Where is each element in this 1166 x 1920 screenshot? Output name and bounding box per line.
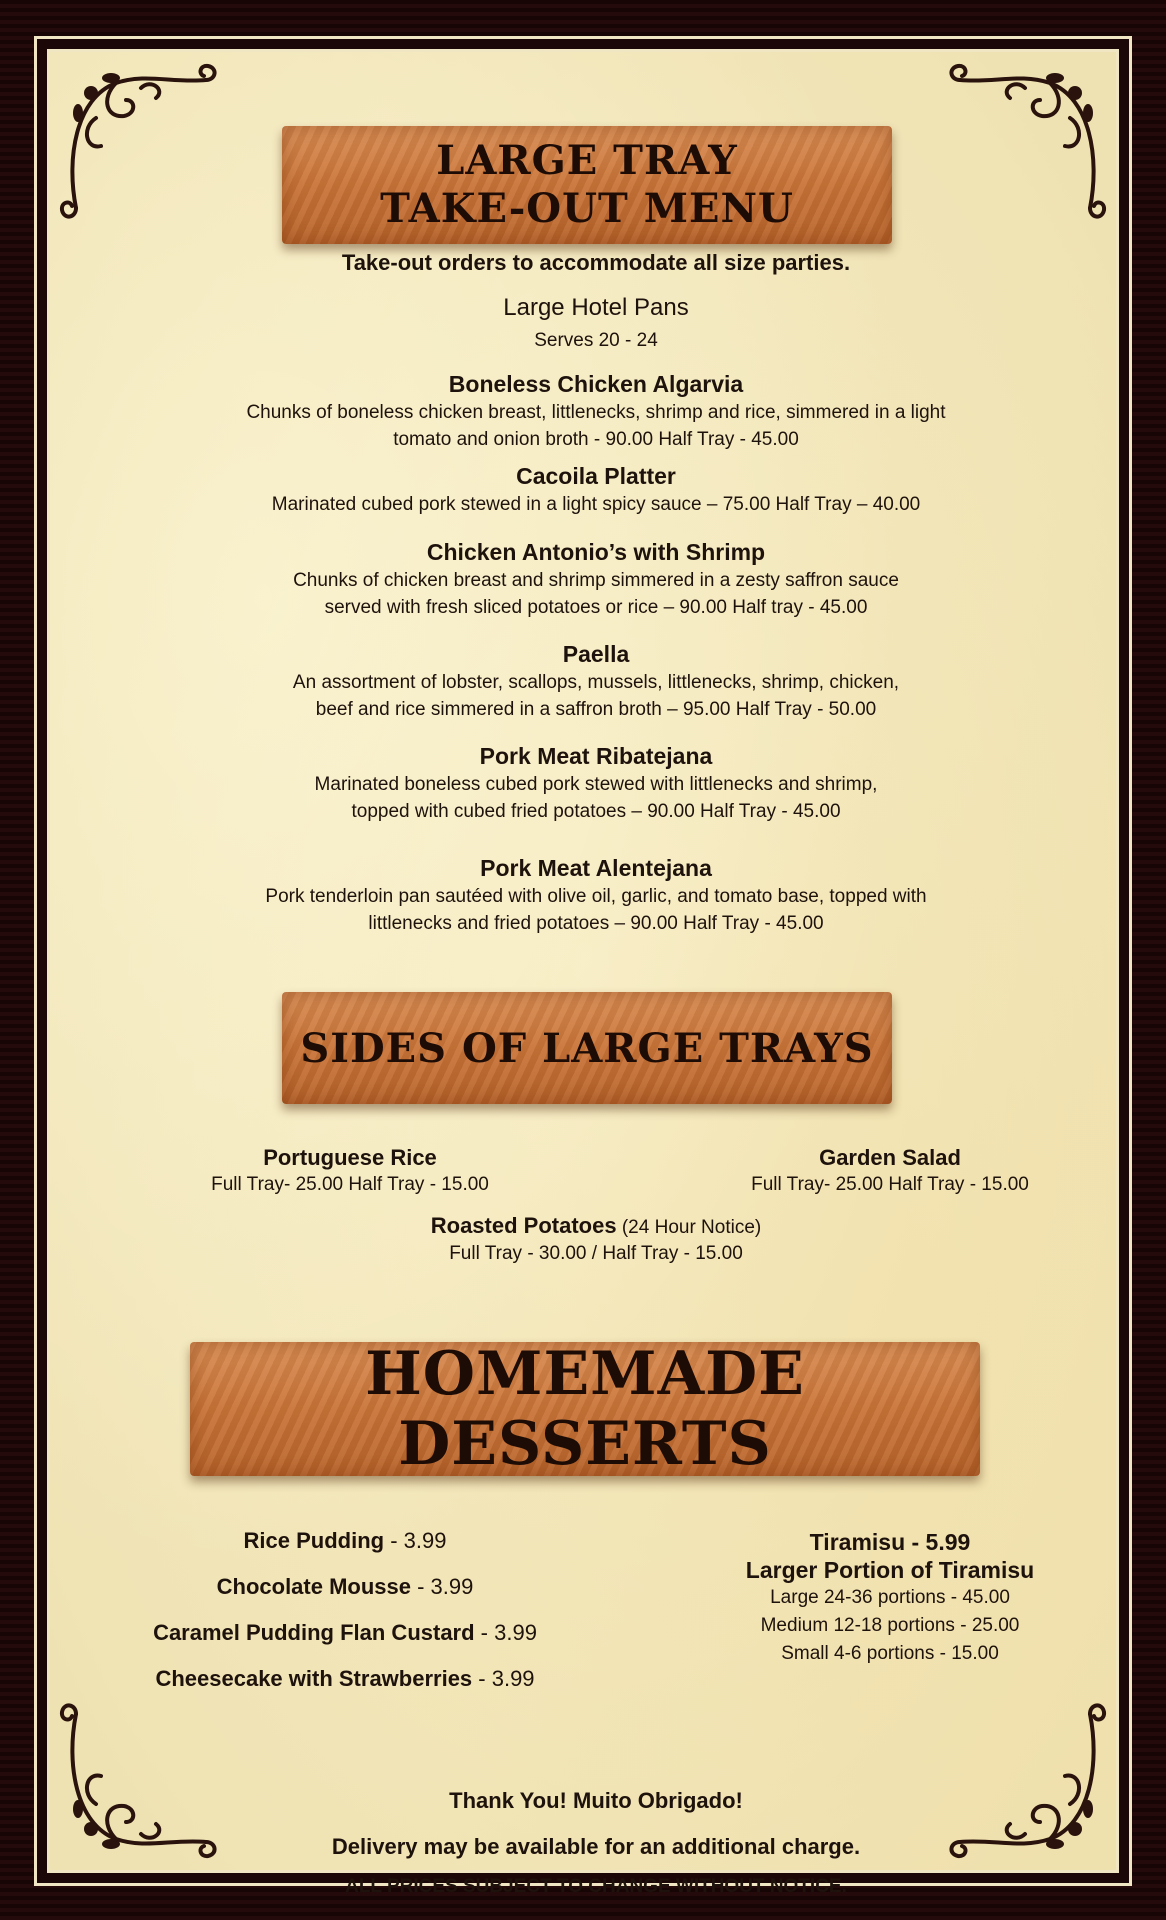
banner-title-line2: TAKE-OUT MENU (380, 185, 794, 232)
menu-item (50, 854, 1142, 937)
dessert-name: Cheesecake with Strawberries (155, 1666, 473, 1691)
menu-item (50, 462, 1142, 518)
menu-item-description: Chunks of boneless chicken breast, littlenecks, shrimp and rice, simmered in a light (246, 402, 946, 423)
sides-banner (282, 992, 892, 1104)
dessert-item (120, 1518, 570, 1564)
menu-item-description: tomato and onion broth - 90.00 Half Tray - 45.00 (393, 429, 799, 450)
side-name: Portuguese Rice (263, 1145, 437, 1170)
tiramisu-block (680, 1528, 1100, 1668)
desserts-left-list (120, 1518, 570, 1702)
menu-item-description: topped with cubed fried potatoes – 90.00 Half Tray - 45.00 (351, 801, 841, 822)
menu-item-name: Pork Meat Ribatejana (479, 743, 713, 769)
portion-small: Small 4-6 portions - 15.00 (781, 1643, 999, 1664)
side-price: Full Tray- 25.00 Half Tray - 15.00 (751, 1174, 1029, 1195)
portion-medium: Medium 12-18 portions - 25.00 (760, 1615, 1020, 1636)
dessert-price: - 3.99 (411, 1574, 474, 1599)
menu-item-description: Chunks of chicken breast and shrimp simmered in a zesty saffron sauce (293, 570, 899, 591)
desserts-banner (190, 1339, 980, 1479)
side-note: (24 Hour Notice) (616, 1217, 762, 1238)
tiramisu-price: Tiramisu - 5.99 (809, 1529, 971, 1555)
serves-count: Serves 20 - 24 (534, 330, 658, 351)
menu-item (50, 370, 1142, 453)
menu-item-description: Pork tenderloin pan sautéed with olive oil, garlic, and tomato base, topped with (265, 886, 927, 907)
dessert-price: - 3.99 (472, 1666, 535, 1691)
dessert-name: Caramel Pudding Flan Custard (153, 1620, 475, 1645)
dessert-item (120, 1564, 570, 1610)
dessert-price: - 3.99 (474, 1620, 537, 1645)
pans-title: Large Hotel Pans (503, 294, 689, 321)
menu-item-description: beef and rice simmered in a saffron broth – 95.00 Half Tray - 50.00 (315, 699, 877, 720)
corner-ornament-icon (940, 58, 1110, 228)
menu-item-name: Paella (562, 641, 630, 667)
side-price: Full Tray- 25.00 Half Tray - 15.00 (211, 1174, 489, 1195)
menu-item-description: An assortment of lobster, scallops, mussels, littlenecks, shrimp, chicken, (292, 672, 900, 693)
menu-item (50, 538, 1142, 621)
dessert-item (120, 1610, 570, 1656)
menu-item-name: Boneless Chicken Algarvia (448, 371, 744, 397)
side-price: Full Tray - 30.00 / Half Tray - 15.00 (449, 1243, 743, 1264)
menu-item-description: littlenecks and fried potatoes – 90.00 Half Tray - 45.00 (368, 913, 824, 934)
sides-banner-title: SIDES OF LARGE TRAYS (300, 1024, 874, 1072)
portion-large: Large 24-36 portions - 45.00 (770, 1587, 1010, 1608)
dessert-price: - 3.99 (384, 1528, 447, 1553)
dessert-name: Chocolate Mousse (216, 1574, 411, 1599)
menu-item-name: Pork Meat Alentejana (480, 855, 712, 881)
menu-item (50, 742, 1142, 825)
side-name: Roasted Potatoes (430, 1213, 617, 1238)
menu-item (50, 640, 1142, 723)
larger-portion-title: Larger Portion of Tiramisu (745, 1557, 1035, 1583)
menu-item-name: Cacoila Platter (516, 463, 676, 489)
delivery-note: Delivery may be available for an additional charge. (331, 1834, 861, 1859)
dessert-name: Rice Pudding (243, 1528, 385, 1553)
side-roasted-potatoes (50, 1212, 1142, 1267)
desserts-banner-title: HOMEMADE DESSERTS (365, 1339, 805, 1479)
take-out-menu-banner (282, 126, 892, 244)
menu-item-name: Chicken Antonio’s with Shrimp (426, 539, 766, 565)
outer-frame (34, 36, 1132, 1897)
tagline: Take-out orders to accommodate all size parties. (341, 250, 851, 275)
dessert-item (120, 1656, 570, 1702)
menu-item-description: Marinated cubed pork stewed in a light spicy sauce – 75.00 Half Tray – 40.00 (271, 494, 921, 515)
side-portuguese-rice (140, 1144, 560, 1198)
side-name: Garden Salad (819, 1145, 961, 1170)
menu-item-description: served with fresh sliced potatoes or rice – 90.00 Half tray - 45.00 (324, 597, 868, 618)
corner-ornament-icon (56, 58, 226, 228)
thank-you: Thank You! Muito Obrigado! (449, 1788, 743, 1813)
menu-paper (47, 49, 1119, 1897)
menu-item-description: Marinated boneless cubed pork stewed with littlenecks and shrimp, (314, 774, 878, 795)
price-notice: ALL PRICES SUBJECT TO CHANGE WITHOUT NOTICE. (345, 1876, 847, 1897)
side-garden-salad (680, 1144, 1100, 1198)
banner-title-line1: LARGE TRAY (436, 137, 738, 184)
